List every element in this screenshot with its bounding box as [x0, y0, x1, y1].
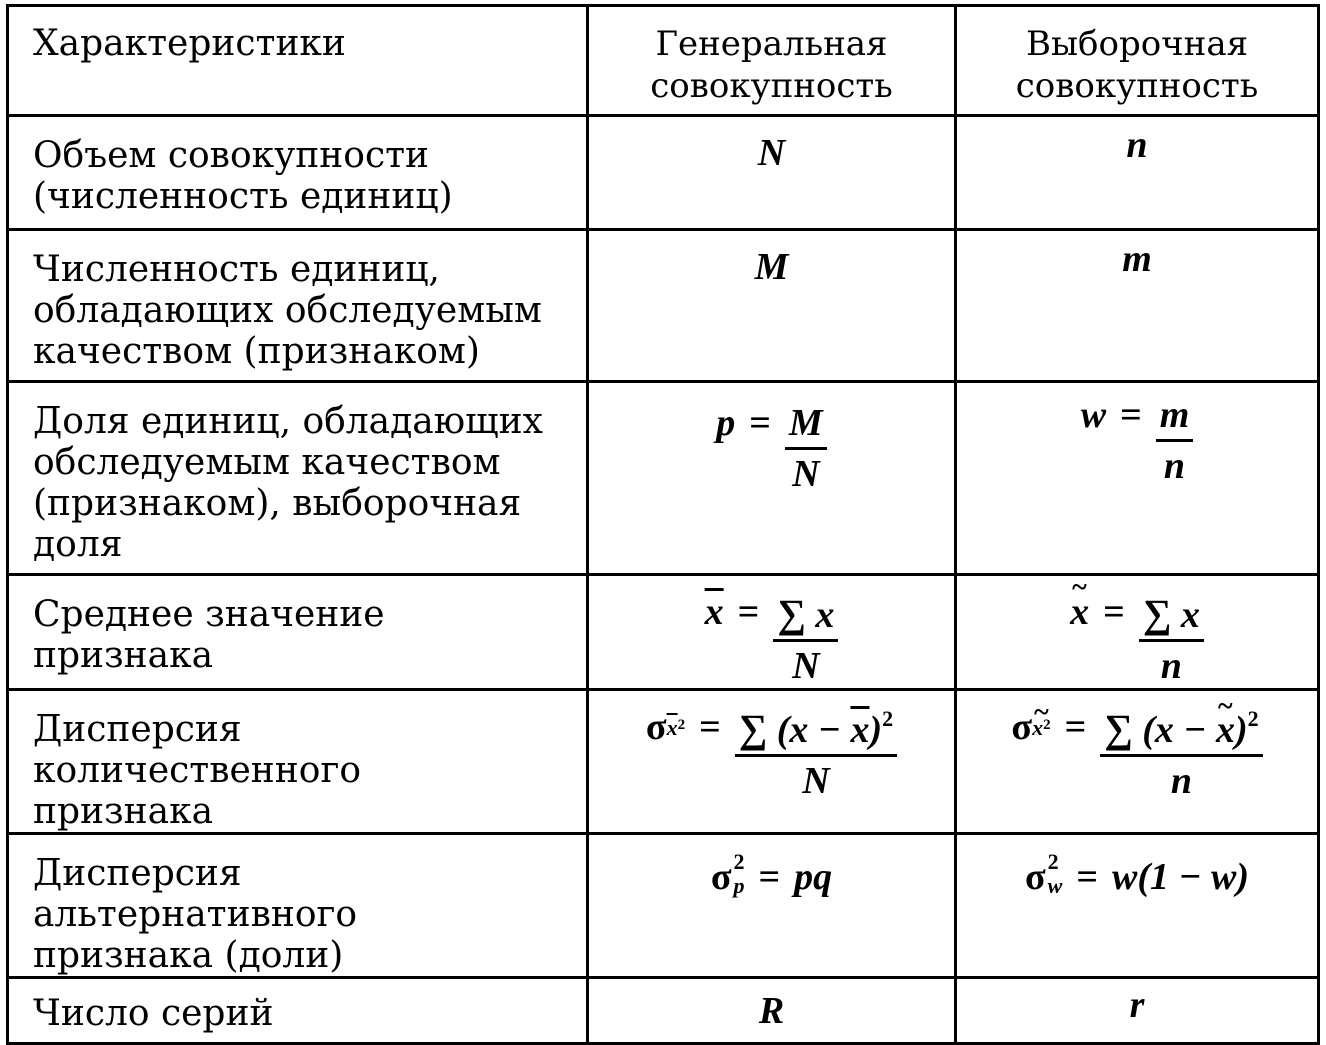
row-label-quant-variance: Дисперсия количественного признака [8, 690, 588, 834]
table-row [8, 382, 1319, 575]
header-sample-population: Выборочная совокупность [956, 6, 1319, 116]
row-label-series: Число серий [8, 978, 588, 1044]
cell-sample-volume: n [956, 116, 1319, 230]
cell-sample-quant-variance [956, 690, 1319, 834]
cell-general-volume: N [588, 116, 956, 230]
header-general-population: Генеральная совокупность [588, 6, 956, 116]
table-row [8, 116, 1319, 230]
row-label-alt-variance: Дисперсия альтернативного признака (доли) [8, 834, 588, 978]
formula-alt-variance-general: σ 2 p = pq [710, 849, 833, 898]
formula-mean-sample: ~ x = $\frac{\sum x}{n}$ [957, 576, 1317, 688]
cell-general-share [588, 382, 956, 575]
cell-general-mean [588, 575, 956, 690]
formula-p: p = $\frac{M}{N}$ [589, 383, 954, 573]
table-row [8, 978, 1319, 1044]
cell-sample-mean [956, 575, 1319, 690]
row-label-mean: Среднее значение признака [8, 575, 588, 690]
cell-general-series: R [588, 978, 956, 1044]
table-header-row [8, 6, 1319, 116]
cell-general-count: M [588, 230, 956, 382]
table-row [8, 575, 1319, 690]
row-label-share: Доля единиц, обладающих обследуемым качеством (признаком), выборочная доля [8, 382, 588, 575]
characteristics-table [6, 4, 1320, 1045]
table-row [8, 690, 1319, 834]
header-characteristics: Характеристики [8, 6, 588, 116]
cell-general-quant-variance [588, 690, 956, 834]
formula-variance-sample: σ ~ $x^2$ = $\frac{\sum (x - \sim x)^2}{n}$ [957, 691, 1317, 832]
row-label-volume: Объем совокупности (численность единиц) [8, 116, 588, 230]
formula-alt-variance-sample: σ 2 w = w(1 − w) [1024, 849, 1250, 898]
table-row [8, 834, 1319, 978]
cell-general-alt-variance [588, 834, 956, 978]
formula-variance-general: σ $\overline{x}^2$ = $\frac{\sum (x - \overline{x})^2}{N}$ [589, 691, 954, 832]
row-label-count-with-attribute: Численность единиц, обладающих обследуемым качеством (признаком) [8, 230, 588, 382]
table-row [8, 230, 1319, 382]
cell-sample-share [956, 382, 1319, 575]
formula-mean-general: $\overline{x}$ = $\frac{\sum x}{N}$ [589, 576, 954, 688]
cell-sample-alt-variance [956, 834, 1319, 978]
cell-sample-count: m [956, 230, 1319, 382]
formula-w: w = $\frac{m}{n}$ [957, 383, 1317, 573]
cell-sample-series: r [956, 978, 1319, 1044]
